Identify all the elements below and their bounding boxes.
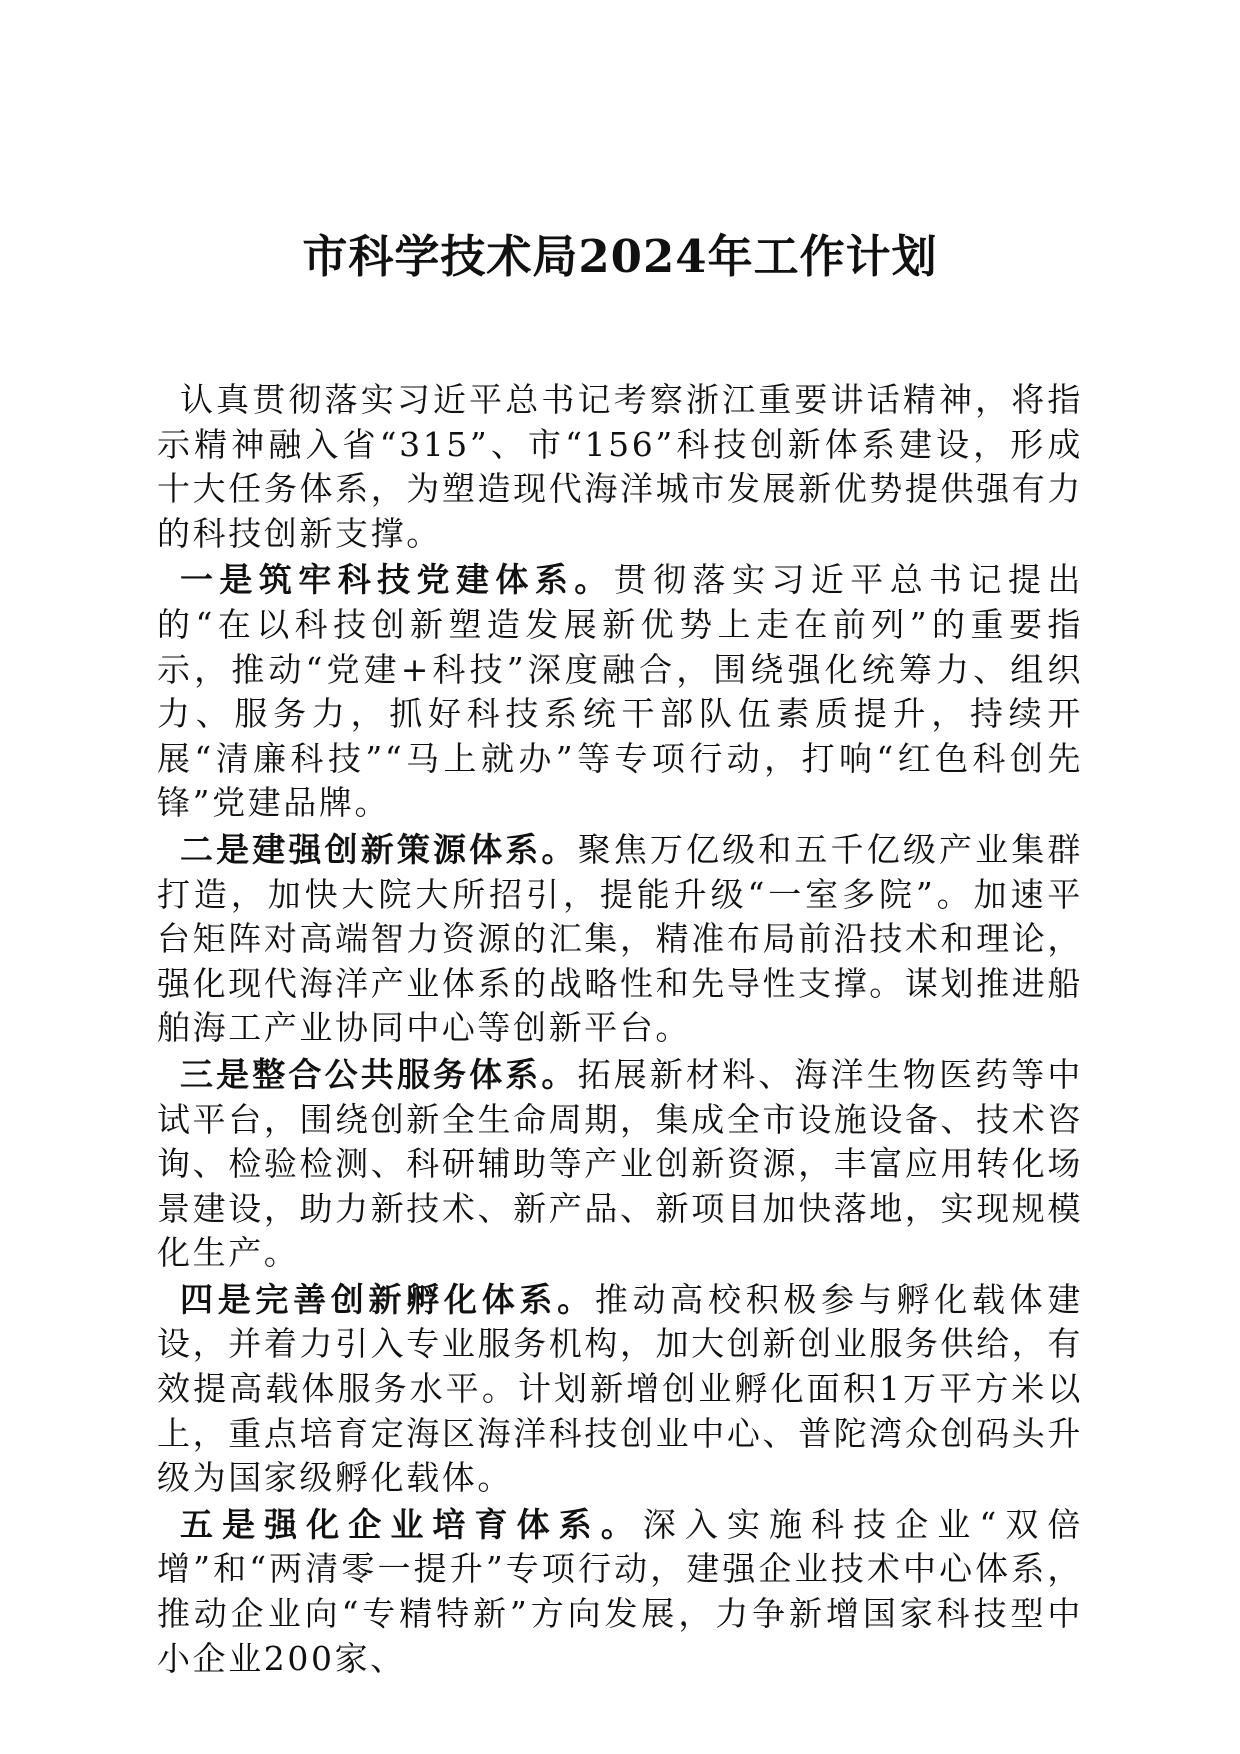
section-text: 贯彻落实习近平总书记提出的“在以科技创新塑造发展新优势上走在前列”的重要指示，推动“党建+科技”深度融合，围绕强化统筹力、组织力、服务力，抓好科技系统干部队伍素质提升，持续开展“清廉科技”“马上就办”等专项行动，打响“红色科创先锋”党建品牌。 xyxy=(157,560,1083,823)
section-text: 深入实施科技企业“双倍增”和“两清零一提升”专项行动，建强企业技术中心体系，推动企业向“专精特新”方向发展，力争新增国家科技型中小企业200家、 xyxy=(157,1504,1083,1678)
section-paragraph-1 xyxy=(157,558,1083,826)
section-text: 聚焦万亿级和五千亿级产业集群打造，加快大院大所招引，提能升级“一室多院”。加速平台矩阵对高端智力资源的汇集，精准布局前沿技术和理论，强化现代海洋产业体系的战略性和先导性支撑。谋划推进船舶海工产业协同中心等创新平台。 xyxy=(157,829,1083,1048)
section-heading: 三是整合公共服务体系。 xyxy=(180,1054,578,1094)
section-heading: 四是完善创新孵化体系。 xyxy=(180,1279,595,1319)
intro-paragraph: 认真贯彻落实习近平总书记考察浙江重要讲话精神，将指示精神融入省“315”、市“156”科技创新体系建设，形成十大任务体系，为塑造现代海洋城市发展新优势提供强有力的科技创新支撑。 xyxy=(157,380,1083,553)
section-heading: 五是强化企业培育体系。 xyxy=(180,1504,643,1544)
section-paragraph-2 xyxy=(157,828,1083,1051)
section-heading: 二是建强创新策源体系。 xyxy=(180,829,578,869)
section-paragraph-3 xyxy=(157,1053,1083,1276)
document-body xyxy=(157,378,1083,1683)
document-title: 市科学技术局2024年工作计划 xyxy=(302,230,938,283)
section-heading: 一是筑牢科技党建体系。 xyxy=(180,560,614,600)
section-text: 推动高校积极参与孵化载体建设，并着力引入专业服务机构，加大创新创业服务供给，有效提高载体服务水平。计划新增创业孵化面积1万平方米以上，重点培育定海区海洋科技创业中心、普陀湾众创码头升级为国家级孵化载体。 xyxy=(157,1279,1083,1498)
section-paragraph-4 xyxy=(157,1278,1083,1501)
section-text: 拓展新材料、海洋生物医药等中试平台，围绕创新全生命周期，集成全市设施设备、技术咨询、检验检测、科研辅助等产业创新资源，丰富应用转化场景建设，助力新技术、新产品、新项目加快落地，实现规模化生产。 xyxy=(157,1054,1083,1273)
section-paragraph-5 xyxy=(157,1503,1083,1681)
